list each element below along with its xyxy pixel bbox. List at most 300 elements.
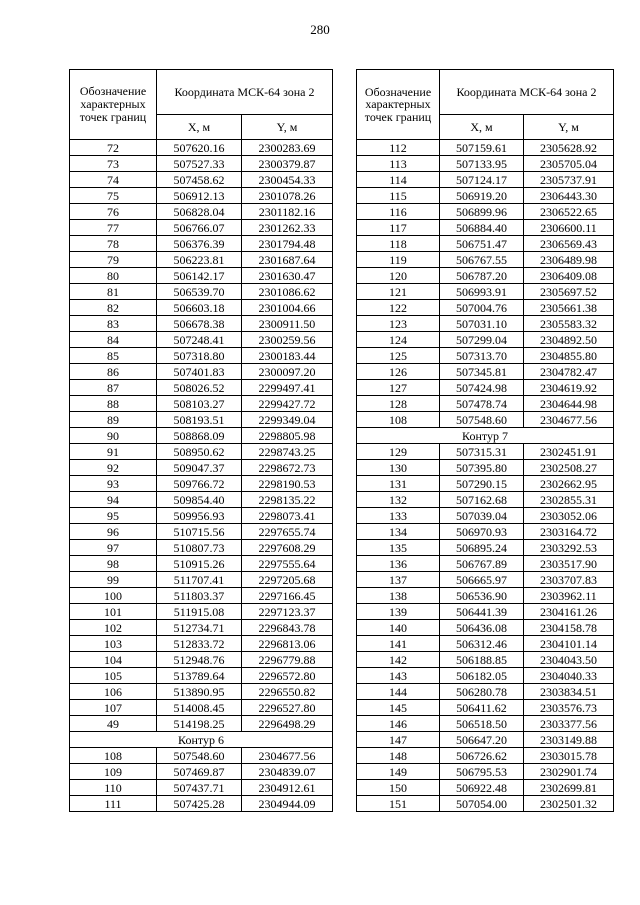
point-id-cell: 97 (70, 540, 157, 556)
y-coordinate-cell: 2303149.88 (524, 732, 614, 748)
x-coordinate-cell: 508950.62 (157, 444, 242, 460)
table-row (70, 284, 333, 300)
y-coordinate-cell: 2299497.41 (242, 380, 333, 396)
y-coordinate-cell: 2302901.74 (524, 764, 614, 780)
x-coordinate-cell: 512948.76 (157, 652, 242, 668)
table-row (357, 348, 614, 364)
table-row (70, 332, 333, 348)
point-id-cell: 107 (70, 700, 157, 716)
table-row (70, 540, 333, 556)
point-id-cell: 88 (70, 396, 157, 412)
y-coordinate-cell: 2302451.91 (524, 444, 614, 460)
point-id-cell: 140 (357, 620, 440, 636)
point-id-cell: 109 (70, 764, 157, 780)
x-coordinate-cell: 507159.61 (440, 140, 524, 156)
point-id-cell: 119 (357, 252, 440, 268)
x-coordinate-cell: 506766.07 (157, 220, 242, 236)
x-coordinate-cell: 506795.53 (440, 764, 524, 780)
point-id-cell: 148 (357, 748, 440, 764)
table-row (357, 220, 614, 236)
point-id-cell: 131 (357, 476, 440, 492)
point-id-cell: 129 (357, 444, 440, 460)
x-coordinate-cell: 507548.60 (440, 412, 524, 428)
x-coordinate-cell: 507162.68 (440, 492, 524, 508)
x-coordinate-cell: 513890.95 (157, 684, 242, 700)
point-id-cell: 149 (357, 764, 440, 780)
header-y-col: Y, м (242, 115, 333, 140)
y-coordinate-cell: 2304677.56 (242, 748, 333, 764)
x-coordinate-cell: 506223.81 (157, 252, 242, 268)
point-id-cell: 133 (357, 508, 440, 524)
point-id-cell: 101 (70, 604, 157, 620)
point-id-cell: 134 (357, 524, 440, 540)
x-coordinate-cell: 506518.50 (440, 716, 524, 732)
table-row (70, 716, 333, 732)
x-coordinate-cell: 507313.70 (440, 348, 524, 364)
y-coordinate-cell: 2296779.88 (242, 652, 333, 668)
point-id-cell: 147 (357, 732, 440, 748)
point-id-cell: 127 (357, 380, 440, 396)
table-row (357, 140, 614, 156)
point-id-cell: 106 (70, 684, 157, 700)
y-coordinate-cell: 2297205.68 (242, 572, 333, 588)
point-id-cell: 98 (70, 556, 157, 572)
point-id-cell: 82 (70, 300, 157, 316)
y-coordinate-cell: 2298805.98 (242, 428, 333, 444)
y-coordinate-cell: 2305697.52 (524, 284, 614, 300)
point-id-cell: 142 (357, 652, 440, 668)
point-id-cell: 75 (70, 188, 157, 204)
x-coordinate-cell: 510807.73 (157, 540, 242, 556)
table-row (357, 524, 614, 540)
point-id-cell: 144 (357, 684, 440, 700)
table-row (70, 300, 333, 316)
y-coordinate-cell: 2299427.72 (242, 396, 333, 412)
y-coordinate-cell: 2297608.29 (242, 540, 333, 556)
point-id-cell: 93 (70, 476, 157, 492)
point-id-cell: 96 (70, 524, 157, 540)
point-id-cell: 108 (70, 748, 157, 764)
y-coordinate-cell: 2304161.26 (524, 604, 614, 620)
x-coordinate-cell: 506376.39 (157, 236, 242, 252)
point-id-cell: 124 (357, 332, 440, 348)
table-row (70, 460, 333, 476)
point-id-cell: 111 (70, 796, 157, 812)
x-coordinate-cell: 507458.62 (157, 172, 242, 188)
table-row (70, 268, 333, 284)
point-id-cell: 102 (70, 620, 157, 636)
table-row (70, 604, 333, 620)
point-id-cell: 143 (357, 668, 440, 684)
y-coordinate-cell: 2300097.20 (242, 364, 333, 380)
table-row (357, 540, 614, 556)
table-row (357, 204, 614, 220)
point-id-cell: 110 (70, 780, 157, 796)
y-coordinate-cell: 2300911.50 (242, 316, 333, 332)
y-coordinate-cell: 2305737.91 (524, 172, 614, 188)
table-row (70, 428, 333, 444)
point-id-cell: 79 (70, 252, 157, 268)
point-id-cell: 87 (70, 380, 157, 396)
point-id-cell: 74 (70, 172, 157, 188)
y-coordinate-cell: 2303707.83 (524, 572, 614, 588)
x-coordinate-cell: 507469.87 (157, 764, 242, 780)
point-id-cell: 92 (70, 460, 157, 476)
point-id-cell: 122 (357, 300, 440, 316)
table-row (357, 460, 614, 476)
x-coordinate-cell: 506726.62 (440, 748, 524, 764)
header-coord-group: Координата МСК-64 зона 2 (440, 70, 614, 115)
y-coordinate-cell: 2306409.08 (524, 268, 614, 284)
table-row (70, 156, 333, 172)
y-coordinate-cell: 2302855.31 (524, 492, 614, 508)
x-coordinate-cell: 506665.97 (440, 572, 524, 588)
point-id-cell: 49 (70, 716, 157, 732)
x-coordinate-cell: 514008.45 (157, 700, 242, 716)
point-id-cell: 105 (70, 668, 157, 684)
point-id-cell: 84 (70, 332, 157, 348)
y-coordinate-cell: 2298073.41 (242, 508, 333, 524)
y-coordinate-cell: 2304782.47 (524, 364, 614, 380)
table-row (70, 412, 333, 428)
y-coordinate-cell: 2304944.09 (242, 796, 333, 812)
table-row (70, 140, 333, 156)
y-coordinate-cell: 2303576.73 (524, 700, 614, 716)
point-id-cell: 104 (70, 652, 157, 668)
x-coordinate-cell: 507395.80 (440, 460, 524, 476)
point-id-cell: 72 (70, 140, 157, 156)
x-coordinate-cell: 509956.93 (157, 508, 242, 524)
table-row (70, 684, 333, 700)
y-coordinate-cell: 2305705.04 (524, 156, 614, 172)
point-id-cell: 73 (70, 156, 157, 172)
y-coordinate-cell: 2304043.50 (524, 652, 614, 668)
y-coordinate-cell: 2302501.32 (524, 796, 614, 812)
point-id-cell: 123 (357, 316, 440, 332)
x-coordinate-cell: 506919.20 (440, 188, 524, 204)
point-id-cell: 146 (357, 716, 440, 732)
section-label: Контур 6 (70, 732, 333, 748)
point-id-cell: 121 (357, 284, 440, 300)
x-coordinate-cell: 506436.08 (440, 620, 524, 636)
point-id-cell: 120 (357, 268, 440, 284)
x-coordinate-cell: 506899.96 (440, 204, 524, 220)
table-row (70, 476, 333, 492)
y-coordinate-cell: 2304644.98 (524, 396, 614, 412)
point-id-cell: 145 (357, 700, 440, 716)
section-row (70, 732, 333, 748)
x-coordinate-cell: 508193.51 (157, 412, 242, 428)
table-row (70, 204, 333, 220)
y-coordinate-cell: 2301004.66 (242, 300, 333, 316)
table-row (70, 508, 333, 524)
x-coordinate-cell: 506895.24 (440, 540, 524, 556)
x-coordinate-cell: 511915.08 (157, 604, 242, 620)
header-y-col: Y, м (524, 115, 614, 140)
point-id-cell: 91 (70, 444, 157, 460)
table-row (70, 748, 333, 764)
table-row (70, 764, 333, 780)
table-row (70, 316, 333, 332)
point-id-cell: 78 (70, 236, 157, 252)
y-coordinate-cell: 2306443.30 (524, 188, 614, 204)
table-row (357, 732, 614, 748)
point-id-cell: 80 (70, 268, 157, 284)
x-coordinate-cell: 509854.40 (157, 492, 242, 508)
table-row (357, 636, 614, 652)
y-coordinate-cell: 2304677.56 (524, 412, 614, 428)
y-coordinate-cell: 2298135.22 (242, 492, 333, 508)
y-coordinate-cell: 2297166.45 (242, 588, 333, 604)
x-coordinate-cell: 507478.74 (440, 396, 524, 412)
x-coordinate-cell: 506539.70 (157, 284, 242, 300)
x-coordinate-cell: 512833.72 (157, 636, 242, 652)
x-coordinate-cell: 507620.16 (157, 140, 242, 156)
header-point-label: Обозначение характерных точек границ (357, 70, 440, 140)
y-coordinate-cell: 2303164.72 (524, 524, 614, 540)
x-coordinate-cell: 514198.25 (157, 716, 242, 732)
table-row (70, 572, 333, 588)
point-id-cell: 103 (70, 636, 157, 652)
table-row (357, 492, 614, 508)
point-id-cell: 99 (70, 572, 157, 588)
point-id-cell: 76 (70, 204, 157, 220)
table-row (70, 556, 333, 572)
x-coordinate-cell: 507290.15 (440, 476, 524, 492)
point-id-cell: 141 (357, 636, 440, 652)
section-label: Контур 7 (357, 428, 614, 444)
y-coordinate-cell: 2296572.80 (242, 668, 333, 684)
table-row (357, 748, 614, 764)
table-row (70, 396, 333, 412)
y-coordinate-cell: 2306600.11 (524, 220, 614, 236)
point-id-cell: 86 (70, 364, 157, 380)
y-coordinate-cell: 2301630.47 (242, 268, 333, 284)
table-row (357, 780, 614, 796)
table-row (357, 188, 614, 204)
x-coordinate-cell: 506678.38 (157, 316, 242, 332)
y-coordinate-cell: 2297123.37 (242, 604, 333, 620)
point-id-cell: 117 (357, 220, 440, 236)
header-point-label: Обозначение характерных точек границ (70, 70, 157, 140)
x-coordinate-cell: 508868.09 (157, 428, 242, 444)
table-row (70, 364, 333, 380)
point-id-cell: 137 (357, 572, 440, 588)
y-coordinate-cell: 2303962.11 (524, 588, 614, 604)
table-row (70, 796, 333, 812)
table-row (357, 252, 614, 268)
y-coordinate-cell: 2304619.92 (524, 380, 614, 396)
table-row (70, 620, 333, 636)
table-row (357, 156, 614, 172)
x-coordinate-cell: 507527.33 (157, 156, 242, 172)
y-coordinate-cell: 2305661.38 (524, 300, 614, 316)
point-id-cell: 136 (357, 556, 440, 572)
x-coordinate-cell: 509766.72 (157, 476, 242, 492)
y-coordinate-cell: 2300454.33 (242, 172, 333, 188)
x-coordinate-cell: 506188.85 (440, 652, 524, 668)
point-id-cell: 83 (70, 316, 157, 332)
point-id-cell: 100 (70, 588, 157, 604)
table-row (70, 252, 333, 268)
y-coordinate-cell: 2303052.06 (524, 508, 614, 524)
table-row (70, 236, 333, 252)
x-coordinate-cell: 506647.20 (440, 732, 524, 748)
point-id-cell: 151 (357, 796, 440, 812)
x-coordinate-cell: 506312.46 (440, 636, 524, 652)
y-coordinate-cell: 2298672.73 (242, 460, 333, 476)
y-coordinate-cell: 2302662.95 (524, 476, 614, 492)
point-id-cell: 116 (357, 204, 440, 220)
table-row (357, 620, 614, 636)
y-coordinate-cell: 2304101.14 (524, 636, 614, 652)
y-coordinate-cell: 2303015.78 (524, 748, 614, 764)
table-row (357, 364, 614, 380)
x-coordinate-cell: 506767.55 (440, 252, 524, 268)
y-coordinate-cell: 2301182.16 (242, 204, 333, 220)
table-row (357, 412, 614, 428)
y-coordinate-cell: 2305583.32 (524, 316, 614, 332)
table-row (70, 444, 333, 460)
table-row (70, 636, 333, 652)
y-coordinate-cell: 2301262.33 (242, 220, 333, 236)
coordinates-table-left (69, 69, 333, 812)
x-coordinate-cell: 507318.80 (157, 348, 242, 364)
table-row (70, 780, 333, 796)
section-row (357, 428, 614, 444)
point-id-cell: 81 (70, 284, 157, 300)
table-row (357, 396, 614, 412)
table-row (357, 380, 614, 396)
table-row (70, 524, 333, 540)
table-row (357, 284, 614, 300)
y-coordinate-cell: 2304892.50 (524, 332, 614, 348)
point-id-cell: 112 (357, 140, 440, 156)
y-coordinate-cell: 2296813.06 (242, 636, 333, 652)
x-coordinate-cell: 507548.60 (157, 748, 242, 764)
x-coordinate-cell: 506280.78 (440, 684, 524, 700)
y-coordinate-cell: 2303834.51 (524, 684, 614, 700)
table-row (357, 556, 614, 572)
table-row (357, 476, 614, 492)
y-coordinate-cell: 2302508.27 (524, 460, 614, 476)
point-id-cell: 89 (70, 412, 157, 428)
point-id-cell: 150 (357, 780, 440, 796)
y-coordinate-cell: 2304912.61 (242, 780, 333, 796)
x-coordinate-cell: 506828.04 (157, 204, 242, 220)
table-row (357, 444, 614, 460)
y-coordinate-cell: 2300259.56 (242, 332, 333, 348)
x-coordinate-cell: 509047.37 (157, 460, 242, 476)
table-row (357, 604, 614, 620)
header-x-col: X, м (157, 115, 242, 140)
table-row (70, 172, 333, 188)
y-coordinate-cell: 2303377.56 (524, 716, 614, 732)
table-row (70, 492, 333, 508)
table-row (357, 508, 614, 524)
point-id-cell: 118 (357, 236, 440, 252)
x-coordinate-cell: 506142.17 (157, 268, 242, 284)
y-coordinate-cell: 2305628.92 (524, 140, 614, 156)
table-row (70, 700, 333, 716)
point-id-cell: 90 (70, 428, 157, 444)
point-id-cell: 85 (70, 348, 157, 364)
table-row (70, 380, 333, 396)
y-coordinate-cell: 2304855.80 (524, 348, 614, 364)
table-row (70, 668, 333, 684)
x-coordinate-cell: 507031.10 (440, 316, 524, 332)
y-coordinate-cell: 2306569.43 (524, 236, 614, 252)
x-coordinate-cell: 507248.41 (157, 332, 242, 348)
table-row (357, 300, 614, 316)
point-id-cell: 115 (357, 188, 440, 204)
point-id-cell: 139 (357, 604, 440, 620)
x-coordinate-cell: 507437.71 (157, 780, 242, 796)
x-coordinate-cell: 512734.71 (157, 620, 242, 636)
point-id-cell: 128 (357, 396, 440, 412)
y-coordinate-cell: 2300283.69 (242, 140, 333, 156)
table-row (357, 572, 614, 588)
y-coordinate-cell: 2303517.90 (524, 556, 614, 572)
table-row (357, 668, 614, 684)
x-coordinate-cell: 506884.40 (440, 220, 524, 236)
x-coordinate-cell: 506182.05 (440, 668, 524, 684)
y-coordinate-cell: 2303292.53 (524, 540, 614, 556)
y-coordinate-cell: 2304158.78 (524, 620, 614, 636)
x-coordinate-cell: 506970.93 (440, 524, 524, 540)
table-row (357, 332, 614, 348)
table-row (357, 316, 614, 332)
table-row (70, 348, 333, 364)
x-coordinate-cell: 506767.89 (440, 556, 524, 572)
x-coordinate-cell: 507004.76 (440, 300, 524, 316)
x-coordinate-cell: 511803.37 (157, 588, 242, 604)
y-coordinate-cell: 2296498.29 (242, 716, 333, 732)
x-coordinate-cell: 506536.90 (440, 588, 524, 604)
x-coordinate-cell: 508026.52 (157, 380, 242, 396)
table-row (357, 796, 614, 812)
x-coordinate-cell: 506751.47 (440, 236, 524, 252)
point-id-cell: 138 (357, 588, 440, 604)
table-row (70, 652, 333, 668)
x-coordinate-cell: 507039.04 (440, 508, 524, 524)
point-id-cell: 108 (357, 412, 440, 428)
y-coordinate-cell: 2302699.81 (524, 780, 614, 796)
table-row (357, 652, 614, 668)
x-coordinate-cell: 507124.17 (440, 172, 524, 188)
y-coordinate-cell: 2301687.64 (242, 252, 333, 268)
x-coordinate-cell: 510915.26 (157, 556, 242, 572)
y-coordinate-cell: 2301078.26 (242, 188, 333, 204)
table-row (70, 588, 333, 604)
point-id-cell: 114 (357, 172, 440, 188)
point-id-cell: 126 (357, 364, 440, 380)
y-coordinate-cell: 2299349.04 (242, 412, 333, 428)
point-id-cell: 94 (70, 492, 157, 508)
y-coordinate-cell: 2301086.62 (242, 284, 333, 300)
x-coordinate-cell: 507424.98 (440, 380, 524, 396)
x-coordinate-cell: 510715.56 (157, 524, 242, 540)
x-coordinate-cell: 506912.13 (157, 188, 242, 204)
y-coordinate-cell: 2298743.25 (242, 444, 333, 460)
y-coordinate-cell: 2306489.98 (524, 252, 614, 268)
page-number: 280 (310, 22, 330, 37)
y-coordinate-cell: 2304839.07 (242, 764, 333, 780)
table-row (70, 220, 333, 236)
y-coordinate-cell: 2306522.65 (524, 204, 614, 220)
coordinates-table-right (356, 69, 614, 812)
point-id-cell: 135 (357, 540, 440, 556)
